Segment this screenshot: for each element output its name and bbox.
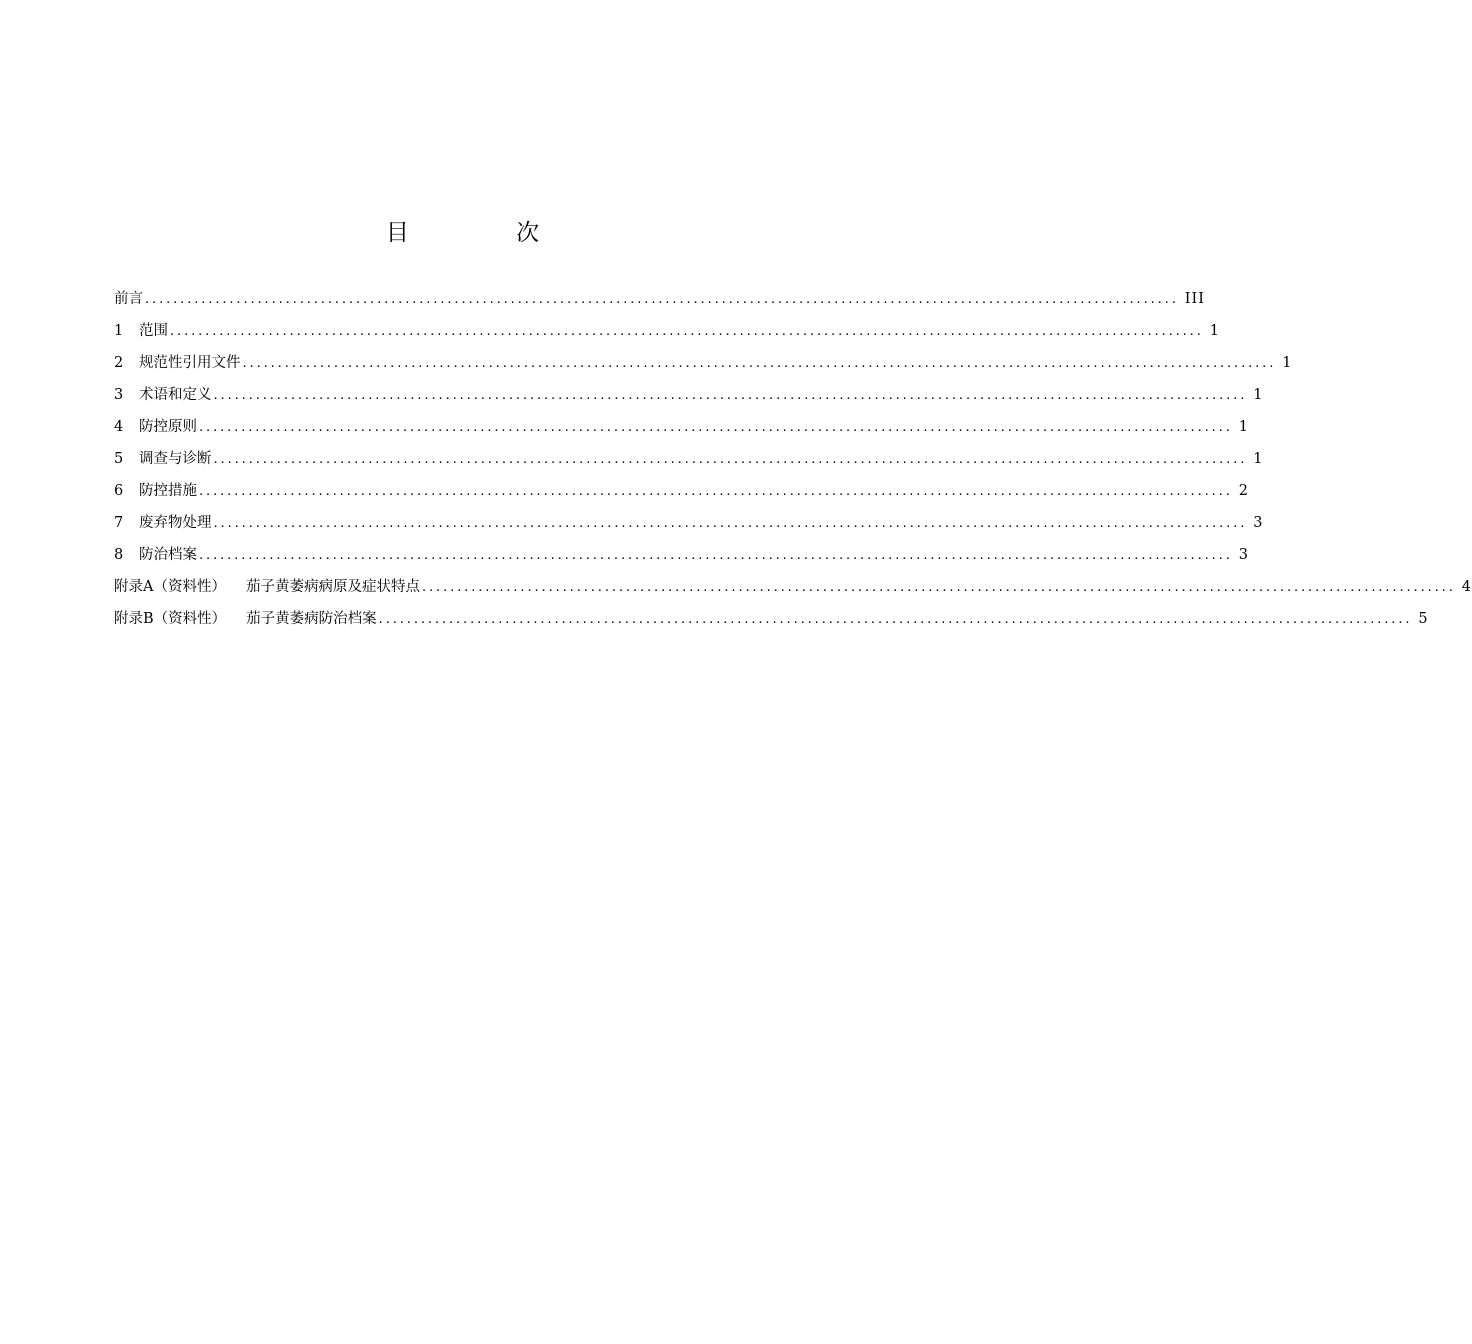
toc-entry-terms-definitions[interactable] [114, 383, 1264, 415]
toc-page-number: 3 [1238, 547, 1249, 563]
toc-leader-dots: ................................................................................................................................................... [213, 516, 1248, 531]
toc-entry-label: 规范性引用文件 [139, 355, 241, 371]
toc-entry-control-measures[interactable] [114, 479, 1249, 511]
toc-leader-dots: ................................................................................................................................................... [213, 388, 1248, 403]
toc-entry-control-principles[interactable] [114, 415, 1249, 447]
toc-page-number: 3 [1253, 515, 1264, 531]
toc-entry-number: 1 [114, 323, 124, 339]
toc-list [114, 287, 1472, 639]
toc-entry-label: 废弃物处理 [139, 515, 212, 531]
toc-page-number: 2 [1238, 483, 1249, 499]
toc-leader-dots: ................................................................................................................................................... [199, 420, 1233, 435]
toc-page-number: 1 [1282, 355, 1293, 371]
toc-entry-normative-references[interactable] [114, 351, 1293, 383]
toc-entry-number: 7 [114, 515, 124, 531]
toc-page-number: 1 [1238, 419, 1249, 435]
toc-entry-label: 防控措施 [139, 483, 197, 499]
toc-appendix-label: 附录A（资料性） [114, 579, 226, 595]
toc-appendix-title: 茄子黄萎病病原及症状特点 [245, 579, 420, 595]
toc-entry-label: 术语和定义 [139, 387, 212, 403]
toc-entry-number: 8 [114, 547, 124, 563]
toc-page-number: 4 [1461, 579, 1472, 595]
toc-leader-dots: ................................................................................................................................................... [378, 612, 1413, 627]
toc-page-number: 1 [1209, 323, 1220, 339]
toc-entry-label: 防控原则 [139, 419, 197, 435]
toc-leader-dots: ................................................................................................................................................... [170, 324, 1204, 339]
toc-page-number: 1 [1253, 387, 1264, 403]
toc-entry-control-records[interactable] [114, 543, 1249, 575]
toc-entry-number: 2 [114, 355, 124, 371]
toc-appendix-label: 附录B（资料性） [114, 611, 227, 627]
toc-leader-dots: ................................................................................................................................................... [199, 548, 1233, 563]
toc-entry-number: 4 [114, 419, 124, 435]
toc-page-number: 1 [1253, 451, 1264, 467]
toc-leader-dots: ................................................................................................................................................... [199, 484, 1233, 499]
toc-page-number: III [1184, 291, 1205, 307]
toc-entry-label: 防治档案 [139, 547, 197, 563]
toc-entry-number: 6 [114, 483, 124, 499]
toc-entry-appendix-a[interactable] [114, 575, 1472, 607]
toc-entry-survey-diagnosis[interactable] [114, 447, 1264, 479]
toc-leader-dots: ................................................................................................................................................... [242, 356, 1277, 371]
toc-entry-foreword[interactable] [114, 287, 1205, 319]
toc-entry-scope[interactable] [114, 319, 1220, 351]
toc-title: 目 次 [385, 220, 590, 247]
toc-leader-dots: ................................................................................................................................................... [421, 580, 1456, 595]
toc-entry-label: 调查与诊断 [139, 451, 212, 467]
toc-appendix-title: 茄子黄萎病防治档案 [246, 611, 377, 627]
toc-entry-label: 范围 [139, 323, 168, 339]
toc-entry-appendix-b[interactable] [114, 607, 1429, 639]
toc-entry-number: 5 [114, 451, 124, 467]
toc-leader-dots: ................................................................................................................................................... [213, 452, 1248, 467]
toc-page-number: 5 [1418, 611, 1429, 627]
toc-entry-number: 3 [114, 387, 124, 403]
toc-entry-waste-disposal[interactable] [114, 511, 1264, 543]
toc-leader-dots: ................................................................................................................................................... [145, 292, 1179, 307]
toc-entry-label: 前言 [114, 291, 143, 307]
